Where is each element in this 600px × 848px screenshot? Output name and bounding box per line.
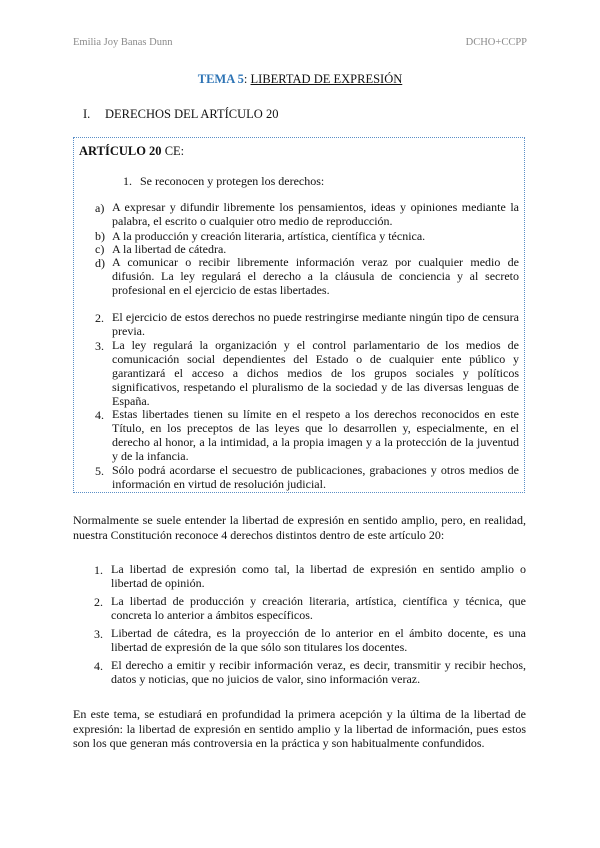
rights-item-number: 4.	[94, 659, 103, 673]
article-item-text: Estas libertades tienen su límite en el respeto a los derechos reconocidos en este Título, en los preceptos de las leyes que lo desarrollen y, especialmente, en el derecho al honor, a la intimidad, a la propia imagen y a la protección de la juventud y de la infancia.	[112, 407, 519, 463]
topic-name: LIBERTAD DE EXPRESIÓN	[250, 72, 403, 86]
section-numeral: I.	[83, 107, 91, 121]
topic-number: TEMA 5	[197, 72, 244, 86]
rights-item-number: 2.	[94, 595, 103, 609]
article-subitem-text: A expresar y difundir libremente los pensamientos, ideas y opiniones mediante la palabra, el escrito o cualquier otro medio de reproducción.	[112, 200, 519, 228]
article-suffix: CE:	[161, 144, 185, 158]
section-title: DERECHOS DEL ARTÍCULO 20	[105, 107, 279, 121]
rights-item-number: 3.	[94, 627, 103, 641]
rights-item-number: 1.	[94, 563, 103, 577]
article-item-text: El ejercicio de estos derechos no puede restringirse mediante ningún tipo de censura previa.	[112, 310, 519, 338]
title-separator: :	[243, 72, 251, 86]
article-item-text: Sólo podrá acordarse el secuestro de publicaciones, grabaciones y otros medios de información en virtud de resolución judicial.	[112, 463, 519, 491]
article-subitem-text: A la libertad de cátedra.	[112, 242, 227, 256]
article-subitem-letter: a)	[95, 201, 105, 215]
rights-item-text: Libertad de cátedra, es la proyección de lo anterior en el ámbito docente, es una libertad de expresión de la que sólo son titulares los docentes.	[111, 626, 526, 654]
article-label: ARTÍCULO 20	[79, 144, 162, 158]
article-item-text: Se reconocen y protegen los derechos:	[140, 174, 325, 188]
rights-item-text: El derecho a emitir y recibir información veraz, es decir, transmitir y recibir hechos, datos y noticias, que no juicios de valor, sino información veraz.	[111, 658, 526, 686]
article-subitem-letter: c)	[95, 242, 105, 256]
article-item-number: 4.	[95, 408, 104, 422]
section-heading	[83, 107, 278, 122]
page-title	[0, 72, 600, 87]
closing-paragraph: En este tema, se estudiará en profundidad la primera acepción y la última de la libertad de expresión: la libertad de expresión en sentido amplio y la libertad de información, pues estos son los que generan más controversia en la práctica y son habitualmente confundidos.	[73, 707, 526, 751]
article-subitem-letter: d)	[95, 256, 105, 270]
article-subitem-letter: b)	[95, 229, 105, 243]
article-item-number: 3.	[95, 339, 104, 353]
intro-paragraph: Normalmente se suele entender la libertad de expresión en sentido amplio, pero, en realidad, nuestra Constitución reconoce 4 derechos distintos dentro de este artículo 20:	[73, 513, 526, 542]
article-title	[79, 144, 184, 159]
article-item-number: 5.	[95, 464, 104, 478]
article-item-number: 1.	[123, 174, 132, 188]
rights-item-text: La libertad de producción y creación literaria, artística, científica y técnica, que concreta lo anterior a ámbitos específicos.	[111, 594, 526, 622]
article-subitem-text: A la producción y creación literaria, artística, científica y técnica.	[112, 229, 426, 243]
header-author: Emilia Joy Banas Dunn	[73, 37, 173, 48]
article-item-text: La ley regulará la organización y el control parlamentario de los medios de comunicación social dependientes del Estado o de cualquier ente público y garantizará el acceso a dichos medios de los grupos sociales y políticos significativos, respetando el pluralismo de la sociedad y de las diversas lenguas de España.	[112, 338, 519, 408]
article-box	[73, 137, 525, 493]
article-item-number: 2.	[95, 311, 104, 325]
header-course: DCHO+CCPP	[465, 37, 527, 48]
rights-item-text: La libertad de expresión como tal, la libertad de expresión en sentido amplio o libertad de opinión.	[111, 562, 526, 590]
article-subitem-text: A comunicar o recibir libremente información veraz por cualquier medio de difusión. La ley regulará el derecho a la cláusula de conciencia y al secreto profesional en el ejercicio de estas libertades.	[112, 255, 519, 297]
